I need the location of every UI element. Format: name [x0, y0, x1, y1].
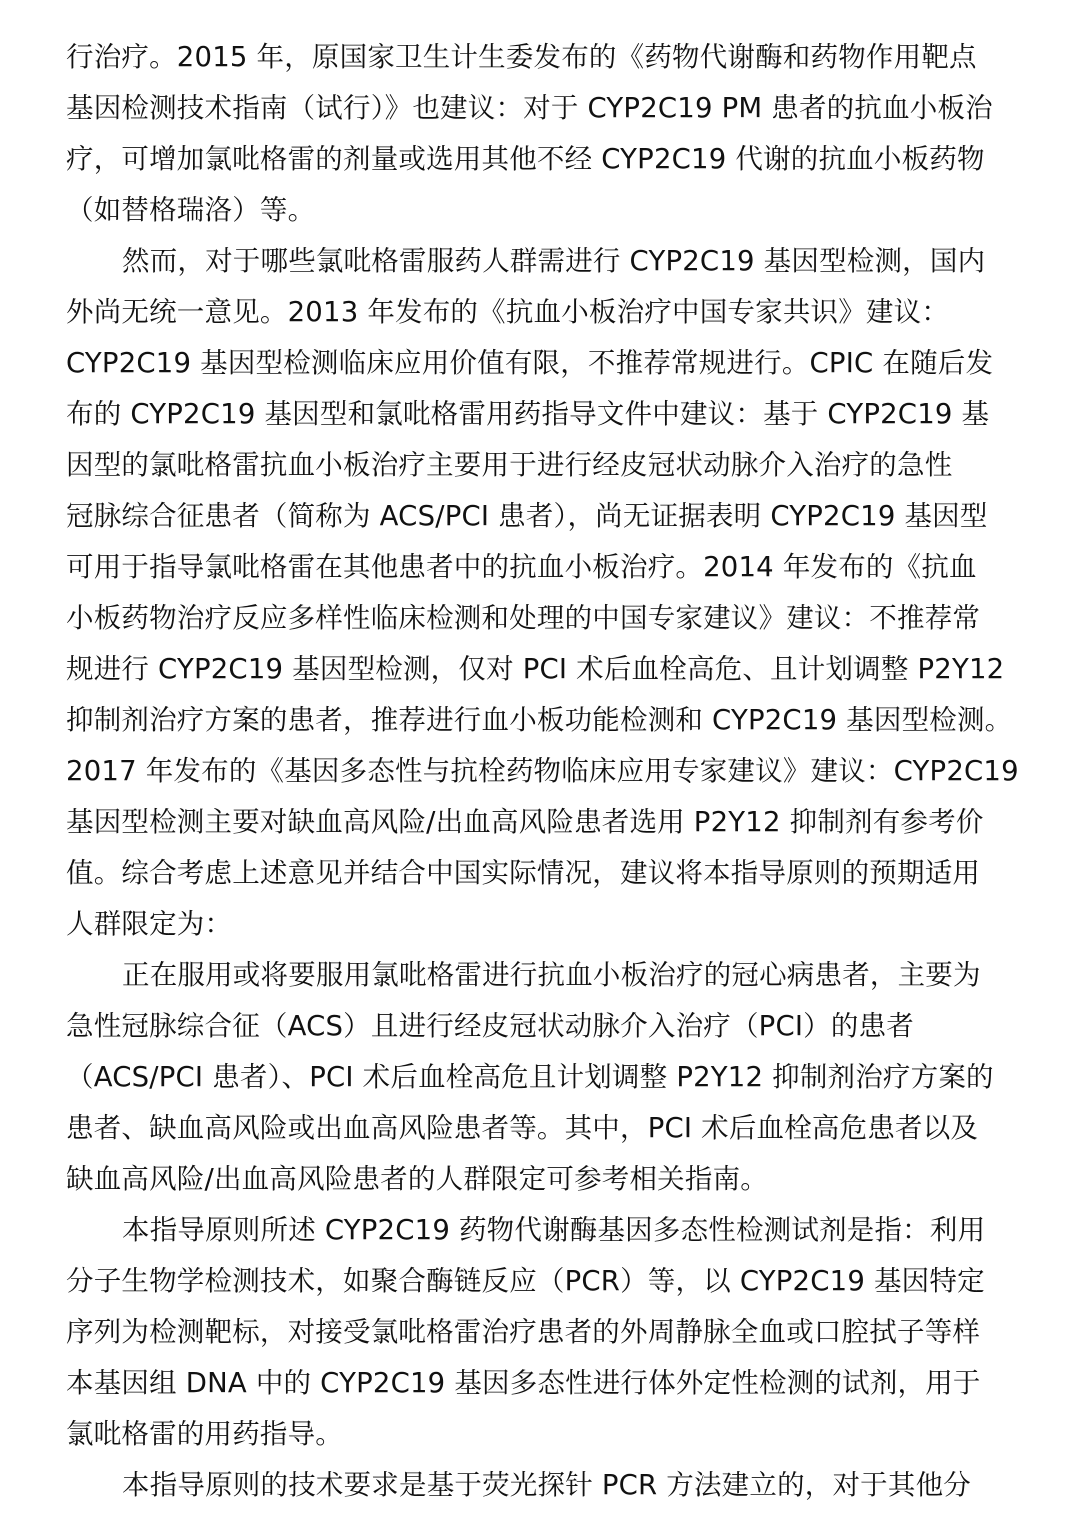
text-line: 患者、缺血高风险或出血高风险患者等。其中，PCI 术后血栓高危患者以及 — [66, 1112, 979, 1144]
paragraph-p2 — [66, 236, 1019, 950]
text-line: 因型的氯吡格雷抗血小板治疗主要用于进行经皮冠状动脉介入治疗的急性 — [66, 449, 953, 481]
text-line: 正在服用或将要服用氯吡格雷进行抗血小板治疗的冠心病患者，主要为 — [122, 959, 981, 991]
text-line: 行治疗。2015 年，原国家卫生计生委发布的《药物代谢酶和药物作用靶点 — [66, 41, 977, 73]
paragraph-p4 — [66, 1205, 1016, 1460]
text-line: CYP2C19 基因型检测临床应用价值有限，不推荐常规进行。CPIC 在随后发 — [66, 347, 994, 379]
text-line: 疗，可增加氯吡格雷的剂量或选用其他不经 CYP2C19 代谢的抗血小板药物 — [66, 143, 985, 175]
text-line: 急性冠脉综合征（ACS）且进行经皮冠状动脉介入治疗（PCI）的患者 — [66, 1010, 914, 1042]
text-line: 值。综合考虑上述意见并结合中国实际情况，建议将本指导原则的预期适用 — [66, 857, 981, 889]
document-body — [66, 32, 1019, 1511]
text-line: 本指导原则的技术要求是基于荧光探针 PCR 方法建立的，对于其他分 — [122, 1469, 971, 1501]
text-line: 分子生物学检测技术，如聚合酶链反应（PCR）等，以 CYP2C19 基因特定 — [66, 1265, 985, 1297]
text-line: 冠脉综合征患者（简称为 ACS/PCI 患者），尚无证据表明 CYP2C19 基因型 — [66, 500, 988, 532]
text-line: 规进行 CYP2C19 基因型检测，仅对 PCI 术后血栓高危、且计划调整 P2Y12 — [66, 653, 1005, 685]
text-line: 可用于指导氯吡格雷在其他患者中的抗血小板治疗。2014 年发布的《抗血 — [66, 551, 977, 583]
text-line: 序列为检测靶标，对接受氯吡格雷治疗患者的外周静脉全血或口腔拭子等样 — [66, 1316, 981, 1348]
text-line: 人群限定为： — [66, 908, 233, 940]
text-line: 基因检测技术指南（试行）》也建议：对于 CYP2C19 PM 患者的抗血小板治 — [66, 92, 993, 124]
text-line: 抑制剂治疗方案的患者，推荐进行血小板功能检测和 CYP2C19 基因型检测。 — [66, 704, 1013, 736]
text-line: 缺血高风险/出血高风险患者的人群限定可参考相关指南。 — [66, 1163, 768, 1195]
text-line: 本基因组 DNA 中的 CYP2C19 基因多态性进行体外定性检测的试剂，用于 — [66, 1367, 981, 1399]
text-line: 基因型检测主要对缺血高风险/出血高风险患者选用 P2Y12 抑制剂有参考价 — [66, 806, 984, 838]
text-line: 然而，对于哪些氯吡格雷服药人群需进行 CYP2C19 基因型检测，国内 — [122, 245, 986, 277]
text-line: 小板药物治疗反应多样性临床检测和处理的中国专家建议》建议：不推荐常 — [66, 602, 981, 634]
text-line: 2017 年发布的《基因多态性与抗栓药物临床应用专家建议》建议：CYP2C19 — [66, 755, 1019, 787]
paragraph-p5 — [66, 1460, 1016, 1511]
text-line: 布的 CYP2C19 基因型和氯吡格雷用药指导文件中建议：基于 CYP2C19 基 — [66, 398, 990, 430]
text-line: 氯吡格雷的用药指导。 — [66, 1418, 343, 1450]
paragraph-p3 — [66, 950, 1016, 1205]
paragraph-p1 — [66, 32, 1016, 236]
text-line: 外尚无统一意见。2013 年发布的《抗血小板治疗中国专家共识》建议： — [66, 296, 950, 328]
text-line: （如替格瑞洛）等。 — [66, 194, 316, 226]
text-line: 本指导原则所述 CYP2C19 药物代谢酶基因多态性检测试剂是指：利用 — [122, 1214, 986, 1246]
text-line: （ACS/PCI 患者）、PCI 术后血栓高危且计划调整 P2Y12 抑制剂治疗方案的 — [66, 1061, 994, 1093]
